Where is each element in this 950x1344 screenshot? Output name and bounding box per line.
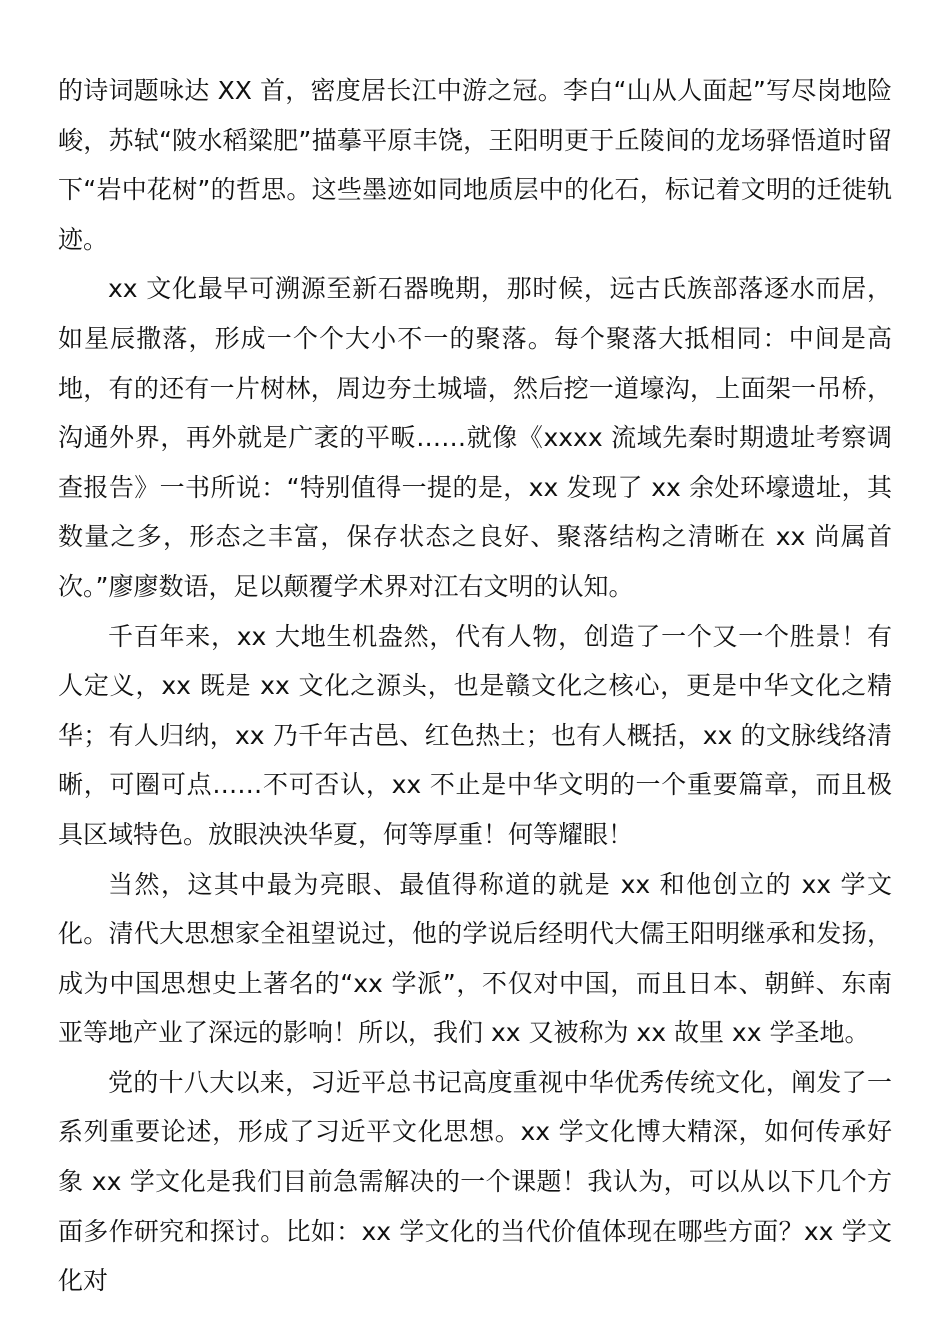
paragraph-5: 党的十八大以来，习近平总书记高度重视中华优秀传统文化，阐发了一系列重要论述，形成了习近平文化思想。xx 学文化博大精深，如何传承好象 xx 学文化是我们目前急需解决的一个课题！我认为，可以从以下几个方面多作研究和探讨。比如：xx 学文化的当代价值体现在哪些方面？xx 学文化对	[58, 1067, 892, 1296]
paragraph-2: xx 文化最早可溯源至新石器晚期，那时候，远古氏族部落逐水而居，如星辰撒落，形成一个个大小不一的聚落。每个聚落大抵相同：中间是高地，有的还有一片树林，周边夯土城墙，然后挖一道壕沟，上面架一吊桥，沟通外界，再外就是广袤的平畈……就像《xxxx 流域先秦时期遗址考察调查报告》一书所说：“特别值得一提的是，xx 发现了 xx 余处环壕遗址，其数量之多，形态之丰富，保存状态之良好、聚落结构之清晰在 xx 尚属首次。”廖廖数语，足以颠覆学术界对江右文明的认知。	[58, 274, 892, 601]
paragraph-4: 当然，这其中最为亮眼、最值得称道的就是 xx 和他创立的 xx 学文化。清代大思想家全祖望说过，他的学说后经明代大儒王阳明继承和发扬，成为中国思想史上著名的“xx 学派”，不仅对中国，而且日本、朝鲜、东南亚等地产业了深远的影响！所以，我们 xx 又被称为 xx 故里 xx 学圣地。	[58, 869, 892, 1048]
paragraph-3: 千百年来，xx 大地生机盎然，代有人物，创造了一个又一个胜景！有人定义，xx 既是 xx 文化之源头，也是赣文化之核心，更是中华文化之精华；有人归纳，xx 乃千年古邑、红色热土；也有人概括，xx 的文脉线络清晰，可圈可点……不可否认，xx 不止是中华文明的一个重要篇章，而且极具区域特色。放眼泱泱华夏，何等厚重！何等耀眼！	[58, 621, 892, 849]
document-body	[58, 66, 892, 1306]
paragraph-1: 的诗词题咏达 XX 首，密度居长江中游之冠。李白“山从人面起”写尽岗地险峻，苏轼“陂水稻粱肥”描摹平原丰饶，王阳明更于丘陵间的龙场驿悟道时留下“岩中花树”的哲思。这些墨迹如同地质层中的化石，标记着文明的迁徙轨迹。	[58, 76, 892, 254]
